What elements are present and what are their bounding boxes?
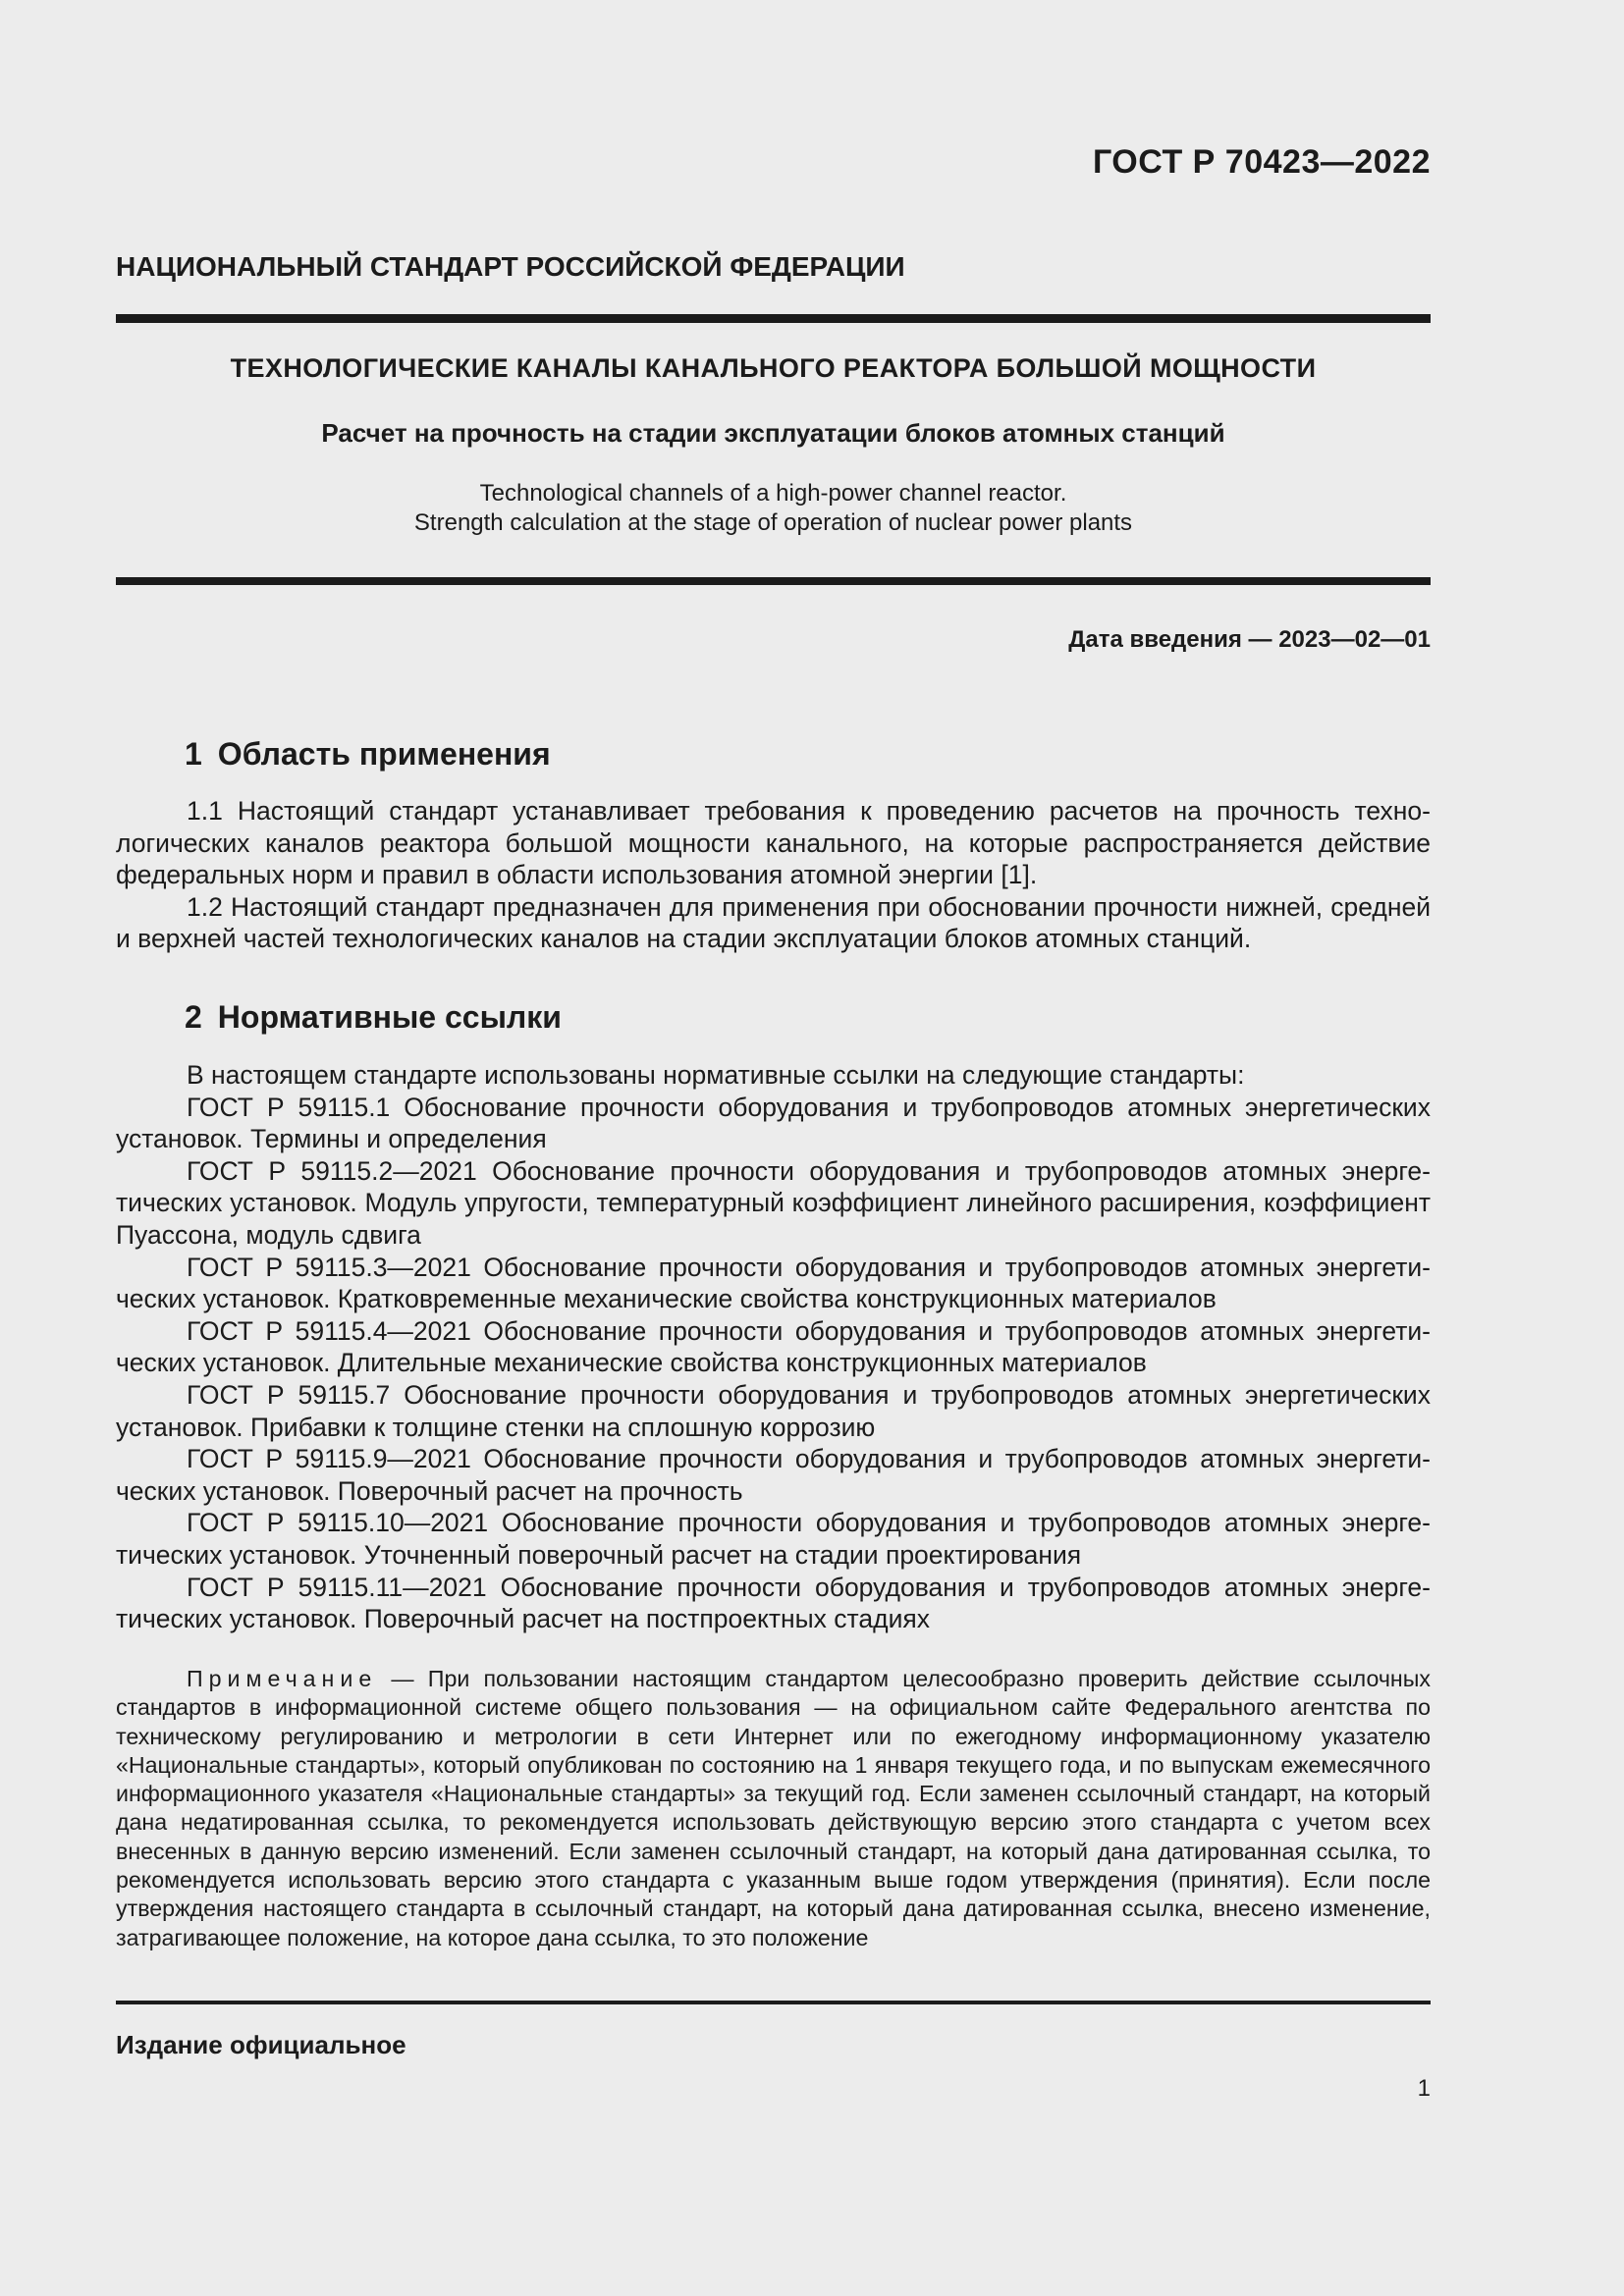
header-rule-bottom — [116, 577, 1431, 585]
references-note — [116, 1665, 1431, 1952]
note-text: — При пользовании настоящим стандартом целесообразно проверить действие ссылочных стандартов в информационной системе общего пользования — на официальном сайте Федерального агентства по техническому регулированию и метрологии в сети Интернет или по ежегодному информационному указателю «Национальные стандарты», который опубликован по состоянию на 1 января текущего года, и по выпускам ежемесячного информационного указателя «Национальные стандарты» за текущий год. Если заменен ссылочный стандарт, на который дана недатированная ссылка, то рекомендуется использовать действующую версию этого стандарта с учетом всех внесенных в данную версию изменений. Если заменен ссылочный стандарт, на который дана датированная ссылка, то рекомендуется использовать версию этого стандарта с указанным выше годом утверждения (принятия). Если после утверждения настоящего стандарта в ссылочный стандарт, на который дана датированная ссылка, внесено изменение, затрагивающее положение, на которое дана ссылка, то это положение — [116, 1666, 1431, 1950]
page-number: 1 — [1417, 2075, 1431, 2102]
section-2-heading — [185, 999, 562, 1036]
clause-1-2: 1.2 Настоящий стандарт предназначен для применения при обосновании прочности нижней, средней и верхней частей технологических каналов на стадии эксплуатации блоков атомных станций. — [116, 891, 1431, 954]
section-1-number: 1 — [185, 736, 202, 772]
reference-item: ГОСТ Р 59115.9—2021 Обоснование прочности оборудования и трубопроводов атомных энергетических установок. Поверочный расчет на прочность — [116, 1444, 1431, 1506]
note-label: Примечание — [187, 1666, 378, 1691]
reference-item: ГОСТ Р 59115.10—2021 Обоснование прочности оборудования и трубопроводов атомных энергетических установок. Уточненный поверочный расчет на стадии проектирования — [116, 1508, 1431, 1570]
english-title-line-2: Strength calculation at the stage of operation of nuclear power plants — [413, 509, 1133, 536]
reference-item: ГОСТ Р 59115.7 Обоснование прочности оборудования и трубопроводов атомных энергетических установок. Прибавки к толщине стенки на сплошную коррозию — [116, 1379, 1431, 1442]
document-subtitle: Расчет на прочность на стадии эксплуатации блоков атомных станций — [321, 418, 1225, 448]
header-rule-top — [116, 314, 1431, 323]
document-number: ГОСТ Р 70423—2022 — [1092, 143, 1431, 181]
section-2-title: Нормативные ссылки — [217, 999, 562, 1035]
section-2-body — [116, 1059, 1431, 1635]
reference-item: ГОСТ Р 59115.1 Обоснование прочности оборудования и трубопроводов атомных энергетических установок. Термины и определения — [116, 1092, 1431, 1154]
clause-1-1: 1.1 Настоящий стандарт устанавливает требования к проведению расчетов на прочность технологических каналов реактора большой мощности канального, на которые распространяется действие федеральных норм и правил в области использования атомной энергии [1]. — [116, 796, 1431, 890]
section-2-number: 2 — [185, 999, 202, 1035]
references-intro: В настоящем стандарте использованы нормативные ссылки на следующие стандарты: — [187, 1060, 1245, 1090]
reference-item: ГОСТ Р 59115.2—2021 Обоснование прочности оборудования и трубопроводов атомных энергетических установок. Модуль упругости, температурный коэффициент линейного расширения, коэффициент Пуассона, модуль сдвига — [116, 1155, 1431, 1250]
document-title: ТЕХНОЛОГИЧЕСКИЕ КАНАЛЫ КАНАЛЬНОГО РЕАКТОРА БОЛЬШОЙ МОЩНОСТИ — [230, 353, 1317, 383]
english-title-line-1: Technological channels of a high-power channel reactor. — [479, 480, 1067, 507]
national-standard-heading: НАЦИОНАЛЬНЫЙ СТАНДАРТ РОССИЙСКОЙ ФЕДЕРАЦИИ — [116, 251, 905, 282]
reference-item: ГОСТ Р 59115.3—2021 Обоснование прочности оборудования и трубопроводов атомных энергетических установок. Кратковременные механические свойства конструкционных материалов — [116, 1252, 1431, 1314]
official-edition-label: Издание официальное — [116, 2030, 406, 2059]
reference-item: ГОСТ Р 59115.11—2021 Обоснование прочности оборудования и трубопроводов атомных энергетических установок. Поверочный расчет на постпроектных стадиях — [116, 1572, 1431, 1634]
reference-item: ГОСТ Р 59115.4—2021 Обоснование прочности оборудования и трубопроводов атомных энергетических установок. Длительные механические свойства конструкционных материалов — [116, 1315, 1431, 1378]
section-1-heading — [185, 736, 551, 773]
english-title — [116, 479, 1431, 538]
section-1-body — [116, 795, 1431, 955]
footer-rule — [116, 2001, 1431, 2004]
introduction-date: Дата введения — 2023—02—01 — [1068, 626, 1431, 653]
section-1-title: Область применения — [217, 736, 551, 772]
